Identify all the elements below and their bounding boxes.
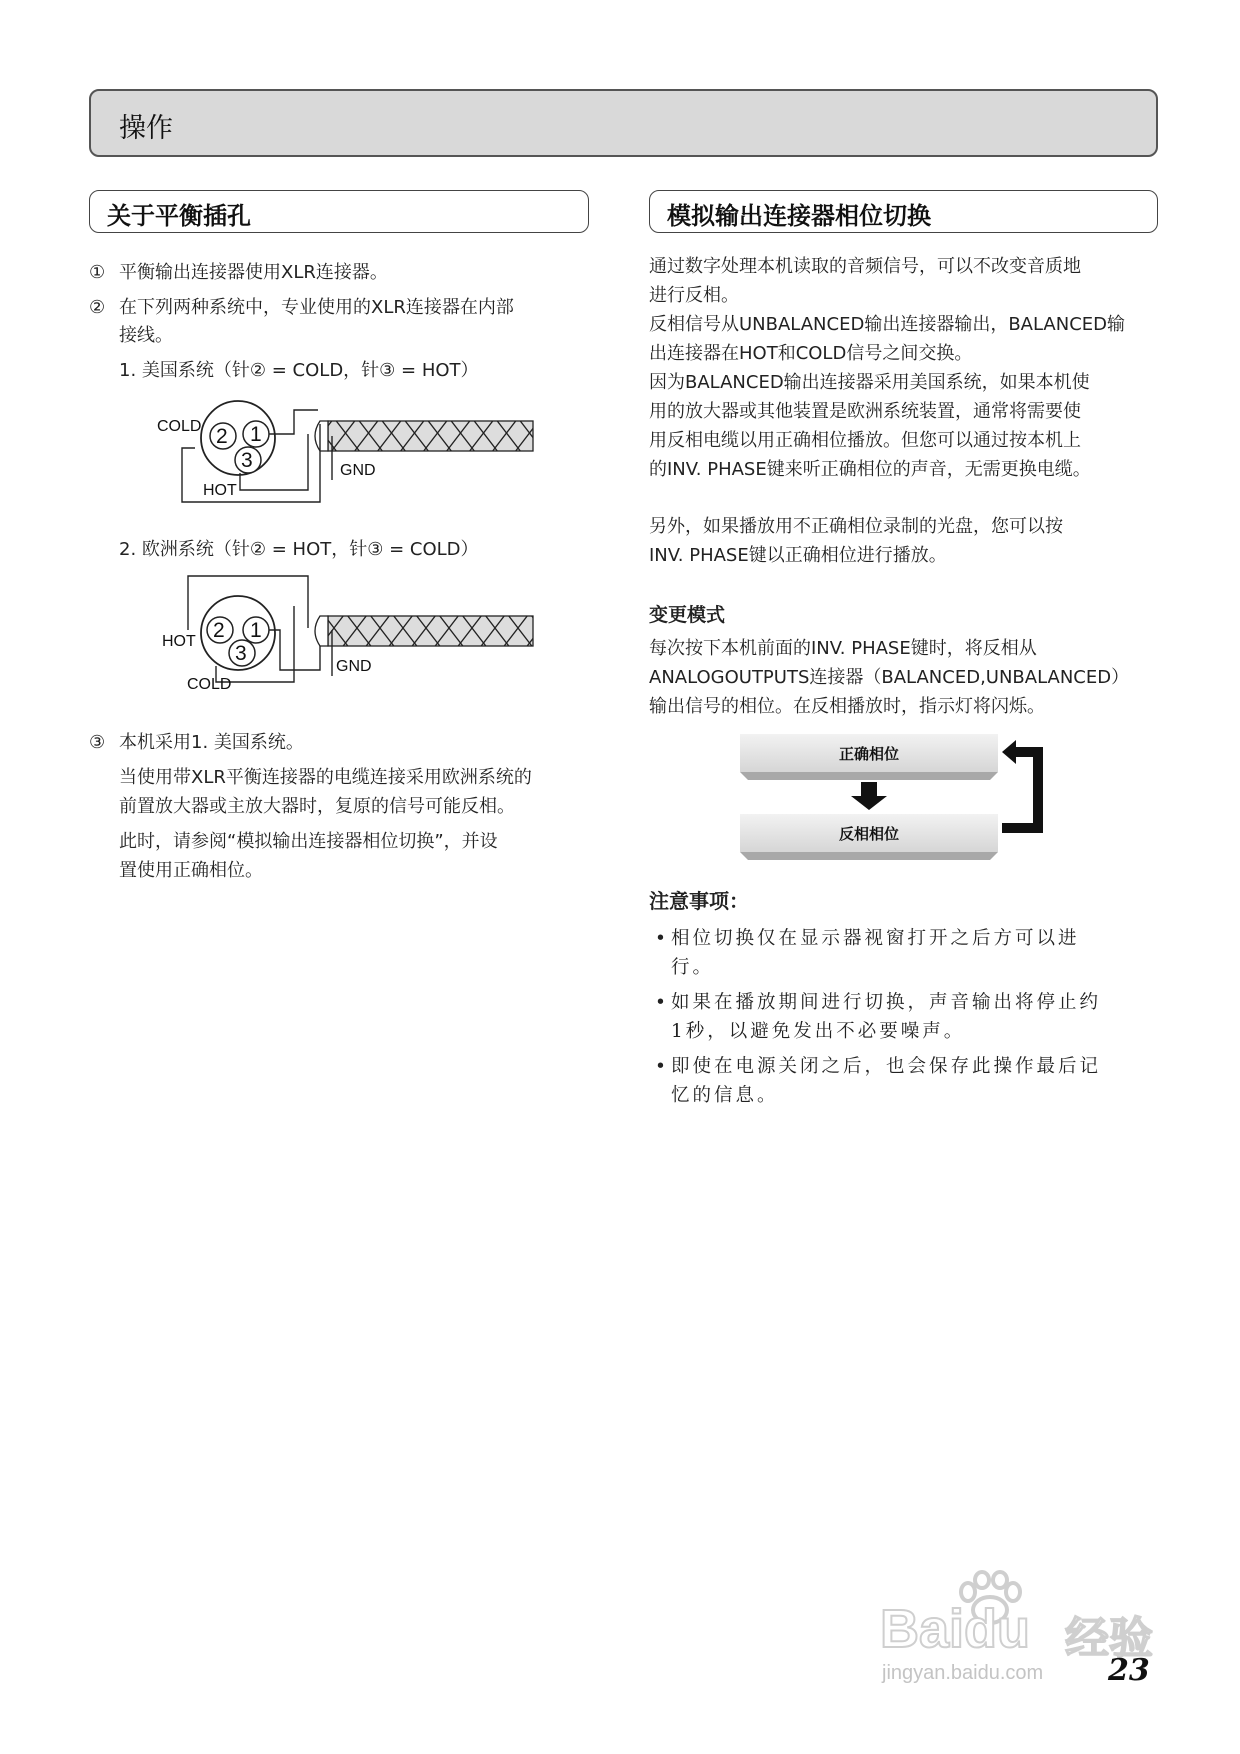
item-2-line-1: 在下列两种系统中，专业使用的XLR连接器在内部 [119,297,514,318]
note-1-bullet: • [655,928,669,949]
item-2-marker: ② [89,297,106,318]
note-2-line-1: 如果在播放期间进行切换，声音输出将停止约 [671,992,1102,1013]
watermark-brand: Bai [880,1599,965,1659]
xlr-diagram-us [150,388,540,518]
note-1-line-2: 行。 [671,957,715,978]
svg-text:1: 1 [250,423,262,446]
para4-line-1: 另外，如果播放用不正确相位录制的光盘，您可以按 [649,516,1063,537]
us-system-caption: 1. 美国系统（针② = COLD，针③ = HOT） [119,360,479,381]
item-2-line-2: 接线。 [119,325,173,346]
para1-line-1: 通过数字处理本机读取的音频信号，可以不改变音质地 [649,256,1081,277]
header-bar [89,89,1158,157]
svg-text:反相相位: 反相相位 [838,825,900,843]
para3-line-4: 的INV. PHASE键来听正确相位的声音，无需更换电缆。 [649,459,1091,480]
note-3-line-2: 忆的信息。 [671,1085,779,1106]
page-title: 操作 [119,113,173,144]
label-hot: HOT [162,633,196,650]
note-1-line-1: 相位切换仅在显示器视窗打开之后方可以进 [671,928,1080,949]
down-arrow-icon [851,782,887,810]
watermark-cn: 经验 [1065,1614,1153,1663]
item-3-para2-line-2: 置使用正确相位。 [119,860,263,881]
para3-line-1: 因为BALANCED输出连接器采用美国系统，如果本机使 [649,372,1090,393]
phase-flow-diagram [740,728,1060,868]
mode-line-2: ANALOGOUTPUTS连接器（BALANCED,UNBALANCED） [649,667,1130,688]
flow-box-inverse-edge [740,852,998,860]
note-3-line-1: 即使在电源关闭之后，也会保存此操作最后记 [671,1056,1102,1077]
notes-title: 注意事项： [649,889,749,913]
mode-title: 变更模式 [649,604,726,626]
watermark-url: jingyan.baidu.com [882,1662,1044,1684]
note-2-line-2: 1秒，以避免发出不必要噪声。 [671,1021,966,1042]
xlr-diagram-eu [150,568,540,698]
mode-line-1: 每次按下本机前面的INV. PHASE键时，将反相从 [649,638,1037,659]
item-3-para-line-2: 前置放大器或主放大器时，复原的信号可能反相。 [119,796,515,817]
page-number: 23 [1108,1653,1150,1688]
para4-line-2: INV. PHASE键以正确相位进行播放。 [649,545,947,566]
para2-line-1: 反相信号从UNBALANCED输出连接器输出，BALANCED输 [649,314,1126,335]
note-2-bullet: • [655,992,669,1013]
svg-text:3: 3 [235,642,247,665]
label-gnd: GND [336,658,372,675]
para1-line-2: 进行反相。 [649,285,739,306]
right-section-title: 模拟输出连接器相位切换 [667,202,931,230]
item-1-text: 平衡输出连接器使用XLR连接器。 [119,262,388,283]
item-3-para-line-1: 当使用带XLR平衡连接器的电缆连接采用欧洲系统的 [119,767,532,788]
label-cold: COLD [187,676,232,693]
note-3-bullet: • [655,1056,669,1077]
para2-line-2: 出连接器在HOT和COLD信号之间交换。 [649,343,973,364]
eu-system-caption: 2. 欧洲系统（针② = HOT，针③ = COLD） [119,539,479,560]
svg-text:3: 3 [241,449,253,472]
flow-box-correct-edge [740,772,998,780]
label-cold: COLD [157,418,202,435]
cable-shield [328,616,533,646]
para3-line-3: 用反相电缆以用正确相位播放。但您可以通过按本机上 [649,430,1081,451]
left-section-title: 关于平衡插孔 [107,202,251,230]
item-3-marker: ③ [89,732,106,753]
para3-line-2: 用的放大器或其他装置是欧洲系统装置，通常将需要使 [649,401,1081,422]
label-gnd: GND [340,462,376,479]
item-3-line-1: 本机采用1. 美国系统。 [119,732,304,753]
item-3-para2-line-1: 此时，请参阅“模拟输出连接器相位切换”，并设 [119,831,498,852]
mode-line-3: 输出信号的相位。在反相播放时，指示灯将闪烁。 [649,696,1045,717]
svg-text:1: 1 [250,619,262,642]
return-arrow-icon [1002,752,1038,828]
svg-text:2: 2 [213,619,225,642]
item-1-marker: ① [89,262,106,283]
svg-text:2: 2 [216,425,228,448]
label-hot: HOT [203,482,237,499]
svg-text:正确相位: 正确相位 [838,745,900,763]
watermark-brand-2: du [964,1599,1031,1659]
